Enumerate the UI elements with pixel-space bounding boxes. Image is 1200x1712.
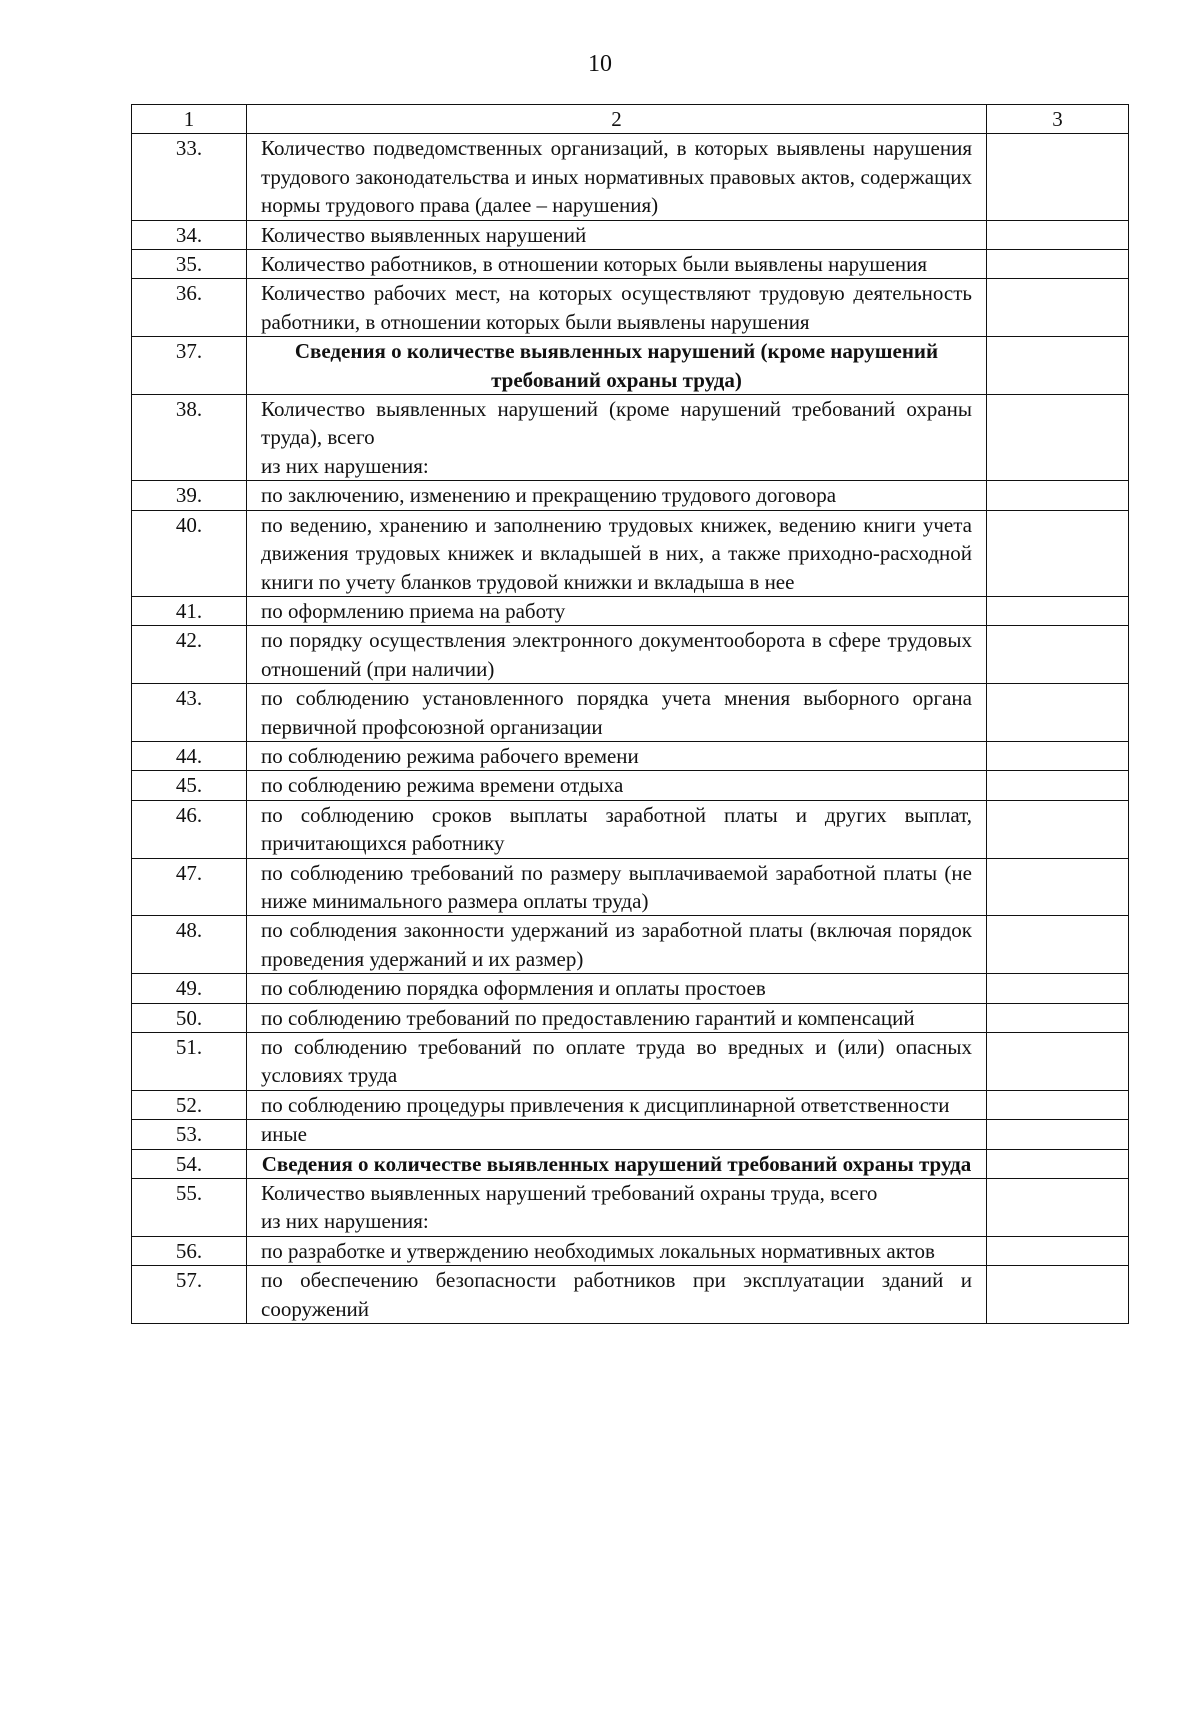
text-line: по заключению, изменению и прекращению трудового договора: [261, 483, 837, 508]
value-cell[interactable]: [987, 481, 1129, 510]
text-line: по соблюдению требований по оплате труда во вредных и (или) опасных условиях труда: [261, 1035, 972, 1088]
row-number: 54.: [132, 1149, 247, 1178]
text-line: по соблюдению требований по предоставлению гарантий и компенсаций: [261, 1005, 915, 1030]
report-table: [131, 104, 1129, 1324]
row-indicator-text: [247, 1266, 987, 1324]
row-number: 35.: [132, 250, 247, 279]
row-number: 48.: [132, 916, 247, 974]
text-line: по оформлению приема на работу: [261, 598, 566, 623]
table-row: [132, 279, 1129, 337]
value-cell[interactable]: [987, 771, 1129, 800]
row-indicator-text: [247, 510, 987, 596]
table-row: [132, 134, 1129, 220]
row-number: 41.: [132, 596, 247, 625]
text-line: по соблюдению режима рабочего времени: [261, 743, 639, 768]
table-row: [132, 220, 1129, 249]
text-line: Количество выявленных нарушений требований охраны труда, всего: [261, 1181, 878, 1206]
table-row: [132, 771, 1129, 800]
value-cell[interactable]: [987, 250, 1129, 279]
text-line: по соблюдению процедуры привлечения к дисциплинарной ответственности: [261, 1092, 950, 1117]
text-line: Сведения о количестве выявленных нарушений (кроме нарушений требований охраны труда): [294, 339, 939, 392]
text-line: по соблюдению режима времени отдыха: [261, 773, 624, 798]
row-number: 46.: [132, 800, 247, 858]
table-row: [132, 1033, 1129, 1091]
table-row: [132, 916, 1129, 974]
table-row: [132, 1120, 1129, 1149]
row-number: 39.: [132, 481, 247, 510]
row-indicator-text: [247, 250, 987, 279]
value-cell[interactable]: [987, 974, 1129, 1003]
page-number: 10: [588, 51, 612, 77]
row-number: 33.: [132, 134, 247, 220]
section-title: [247, 337, 987, 395]
value-cell[interactable]: [987, 395, 1129, 481]
row-indicator-text: [247, 771, 987, 800]
value-cell[interactable]: [987, 1090, 1129, 1119]
value-cell[interactable]: [987, 1033, 1129, 1091]
text-line: Количество работников, в отношении которых были выявлены нарушения: [261, 252, 928, 277]
value-cell[interactable]: [987, 800, 1129, 858]
row-indicator-text: [247, 974, 987, 1003]
value-cell[interactable]: [987, 1236, 1129, 1265]
row-number: 43.: [132, 684, 247, 742]
table-row: [132, 684, 1129, 742]
row-number: 36.: [132, 279, 247, 337]
row-number: 47.: [132, 858, 247, 916]
text-line: по соблюдению установленного порядка учета мнения выборного органа первичной профсоюзной организации: [261, 686, 972, 739]
row-number: 45.: [132, 771, 247, 800]
row-indicator-text: [247, 916, 987, 974]
row-indicator-text: [247, 684, 987, 742]
header-col-2: 2: [247, 105, 987, 134]
text-line: по разработке и утверждению необходимых локальных нормативных актов: [261, 1238, 935, 1263]
table-row: [132, 1090, 1129, 1119]
row-indicator-text: [247, 134, 987, 220]
value-cell[interactable]: [987, 741, 1129, 770]
table-row: [132, 510, 1129, 596]
table-row: [132, 626, 1129, 684]
row-number: 37.: [132, 337, 247, 395]
row-indicator-text: [247, 395, 987, 481]
row-indicator-text: [247, 220, 987, 249]
section-title: [247, 1149, 987, 1178]
table-row: [132, 1266, 1129, 1324]
text-line: Количество выявленных нарушений (кроме нарушений требований охраны труда), всего: [261, 397, 972, 450]
table-row: [132, 741, 1129, 770]
table-row: [132, 250, 1129, 279]
table-header-row: [132, 105, 1129, 134]
value-cell[interactable]: [987, 684, 1129, 742]
row-indicator-text: [247, 279, 987, 337]
section-header-row: [132, 1149, 1129, 1178]
row-number: 56.: [132, 1236, 247, 1265]
row-indicator-text: [247, 858, 987, 916]
text-line: из них нарушения:: [261, 1209, 429, 1234]
table-row: [132, 395, 1129, 481]
text-line: по соблюдению сроков выплаты заработной платы и других выплат, причитающихся работнику: [261, 802, 972, 856]
value-cell[interactable]: [987, 510, 1129, 596]
row-number: 42.: [132, 626, 247, 684]
table-row: [132, 974, 1129, 1003]
text-line: по обеспечению безопасности работников при эксплуатации зданий и сооружений: [261, 1268, 972, 1321]
text-line: по ведению, хранению и заполнению трудовых книжек, ведению книги учета движения трудовых книжек и вкладышей в них, а также приходно-расходной книги по учету бланков трудовой книжки и вкладыша в нее: [261, 512, 972, 594]
row-number: 50.: [132, 1003, 247, 1032]
text-line: по соблюдению требований по размеру выплачиваемой заработной платы (не ниже минимального размера оплаты труда): [261, 860, 972, 913]
row-number: 44.: [132, 741, 247, 770]
table-body: [132, 105, 1129, 1324]
row-number: 57.: [132, 1266, 247, 1324]
value-cell[interactable]: [987, 1003, 1129, 1032]
row-number: 40.: [132, 510, 247, 596]
row-indicator-text: [247, 626, 987, 684]
value-cell[interactable]: [987, 596, 1129, 625]
row-number: 49.: [132, 974, 247, 1003]
value-cell[interactable]: [987, 916, 1129, 974]
value-cell[interactable]: [987, 337, 1129, 395]
text-line: из них нарушения:: [261, 453, 429, 478]
row-number: 53.: [132, 1120, 247, 1149]
value-cell[interactable]: [987, 220, 1129, 249]
row-indicator-text: [247, 481, 987, 510]
row-indicator-text: [247, 1236, 987, 1265]
row-indicator-text: [247, 1090, 987, 1119]
row-number: 34.: [132, 220, 247, 249]
text-line: Количество подведомственных организаций, в которых выявлены нарушения трудового законодательства и иных нормативных правовых актов, содержащих нормы трудового права (далее – нарушения): [261, 136, 972, 218]
table-row: [132, 1003, 1129, 1032]
row-indicator-text: [247, 1120, 987, 1149]
value-cell[interactable]: [987, 626, 1129, 684]
table-row: [132, 1179, 1129, 1237]
table-row: [132, 800, 1129, 858]
value-cell[interactable]: [987, 279, 1129, 337]
row-indicator-text: [247, 596, 987, 625]
text-line: по порядку осуществления электронного документооборота в сфере трудовых отношений (при наличии): [261, 628, 972, 681]
row-indicator-text: [247, 1179, 987, 1237]
row-number: 55.: [132, 1179, 247, 1237]
row-indicator-text: [247, 741, 987, 770]
row-indicator-text: [247, 800, 987, 858]
text-line: Количество рабочих мест, на которых осуществляют трудовую деятельность работники, в отношении которых были выявлены нарушения: [261, 281, 972, 334]
table-row: [132, 858, 1129, 916]
value-cell[interactable]: [987, 134, 1129, 220]
text-line: иные: [261, 1122, 307, 1147]
section-header-row: [132, 337, 1129, 395]
header-col-3: 3: [987, 105, 1129, 134]
row-indicator-text: [247, 1003, 987, 1032]
table-row: [132, 596, 1129, 625]
text-line: Количество выявленных нарушений: [261, 222, 587, 247]
row-number: 52.: [132, 1090, 247, 1119]
table-row: [132, 1236, 1129, 1265]
value-cell[interactable]: [987, 1149, 1129, 1178]
row-indicator-text: [247, 1033, 987, 1091]
text-line: Сведения о количестве выявленных нарушений требований охраны труда: [261, 1151, 972, 1176]
value-cell[interactable]: [987, 1266, 1129, 1324]
text-line: по соблюдения законности удержаний из заработной платы (включая порядок проведения удержаний и их размер): [261, 918, 972, 971]
row-number: 51.: [132, 1033, 247, 1091]
text-line: по соблюдению порядка оформления и оплаты простоев: [261, 976, 766, 1001]
value-cell[interactable]: [987, 1120, 1129, 1149]
row-number: 38.: [132, 395, 247, 481]
table-row: [132, 481, 1129, 510]
value-cell[interactable]: [987, 858, 1129, 916]
header-col-1: 1: [132, 105, 247, 134]
value-cell[interactable]: [987, 1179, 1129, 1237]
